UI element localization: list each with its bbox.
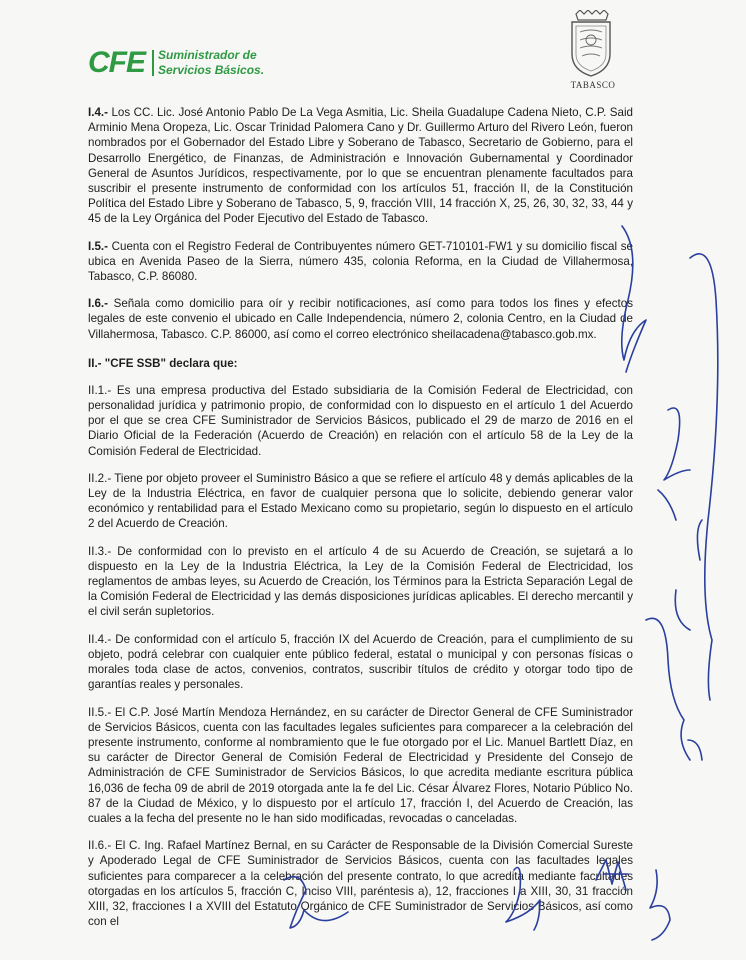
tabasco-coat-of-arms-icon [566,10,616,78]
cfe-logo-divider [152,50,154,76]
declaration-ii4: II.4.- De conformidad con el artículo 5, fracción IX del Acuerdo de Creación, para el cumplimiento de su objeto, podrá celebrar con cualquier ente público federal, estatal o municipal y con personas físicas o morales toda clase de actos, convenios, contratos, suscribir títulos de crédito y otorgar todo tipo de garantías reales y personales. [88,632,633,692]
declaration-i5 [88,239,633,285]
document-body [88,105,633,929]
signature-margin-long-icon [690,254,718,700]
declaration-i6-text: Señala como domicilio para oír y recibir notificaciones, así como para todos los fines y efectos legales de este convenio el ubicado en Calle Independencia, número 2, colonia Centro, en la Ciudad de Villahermosa, Tabasco. C.P. 86000, así como el correo electrónico sheilacadena@tabasco.gob.mx. [88,297,633,341]
declaration-i4-text: Los CC. Lic. José Antonio Pablo De La Vega Asmitia, Lic. Sheila Guadalupe Cadena Nieto, C.P. Said Arminio Mena Oropeza, Lic. Oscar Trinidad Palomera Cano y Dr. Guillermo Arturo del Rivero León, fueron nombrados por el Gobernador del Estado Libre y Soberano de Tabasco, Secretario de Gobierno, para el Desarrollo Energético, de Finanzas, de Administración e Innovación Gubernamental y Coordinador General de Asuntos Jurídicos, respectivamente, por lo que se encuentran plenamente facultados para suscribir el presente instrumento de conformidad con los artículos 51, fracción II, de la Constitución Política del Estado Libre y Soberano de Tabasco, 5, 9, fracción VIII, 14 fracción X, 25, 26, 30, 32, 33, 44 y 45 de la Ley Orgánica del Poder Ejecutivo del Estado de Tabasco. [88,106,633,226]
emblem-label: TABASCO [570,80,616,90]
declaration-i5-text: Cuenta con el Registro Federal de Contribuyentes número GET-710101-FW1 y su domicilio fiscal se ubica en Avenida Paseo de la Sierra, número 435, colonia Reforma, en la Ciudad de Villahermosa, Tabasco, C.P. 86080. [88,239,633,284]
signature-bottom-4-icon [650,870,670,940]
cfe-logo-line2: Servicios Básicos. [158,63,265,77]
cfe-logo-mark: CFE [88,46,145,79]
declaration-ii5: II.5.- El C.P. José Martín Mendoza Hernández, en su carácter de Director General de CFE Suministrador de Servicios Básicos, cuenta con las facultades legales suficientes para comparecer a la celebración del presente instrumento, conforme al nombramiento que le fue otorgado por el Lic. Manuel Bartlett Díaz, en su carácter de Director General de Comisión Federal de Electricidad y Presidente del Consejo de Administración de CFE Suministrador de Servicios Básicos, lo que acredita mediante escritura pública 16,036 de fecha 09 de abril de 2019 otorgada ante la fe del Lic. César Álvarez Flores, Notario Público No. 87 de la Ciudad de México, y lo dispuesto por el artículo 17, fracción I, del Acuerdo de Creación, las cuales a la fecha del presente no le han sido modificadas, revocadas o canceladas. [88,705,633,825]
declaration-ii3: II.3.- De conformidad con lo previsto en el artículo 4 de su Acuerdo de Creación, se sujetará a lo dispuesto en la Ley de la Industria Eléctrica, la Ley de la Comisión Federal de Electricidad, los reglamentos de ambas leyes, su Acuerdo de Creación, los Términos para la Estricta Separación Legal de la Comisión Federal de Electricidad y las demás disposiciones jurídicas aplicables. El derecho mercantil y el civil serán supletorios. [88,544,633,619]
tabasco-emblem [566,10,616,94]
declaration-i4-number: I.4.- [88,106,108,119]
declaration-ii6: II.6.- El C. Ing. Rafael Martínez Bernal, en su Carácter de Responsable de la División Comercial Sureste y Apoderado Legal de CFE Suministrador de Servicios Básicos, cuenta con las facultades legales suficientes para comparecer a la celebración del presente contrato, lo que acredita mediante facultades otorgadas en los artículos 5, fracción C, Inciso VIII, paréntesis a), 12, fracciones I a XIII, 30, 31 fracción XIII, 32, fracciones I a XVIII del Estatuto Orgánico de CFE Suministrador de Servicios Básicos, así como con el [88,839,633,929]
signature-margin-mid-icon [658,408,690,520]
declaration-i5-number: I.5.- [88,239,108,253]
declaration-i6-number: I.6.- [88,297,108,311]
signature-margin-lower-icon [646,590,702,760]
declaration-ii1: II.1.- Es una empresa productiva del Estado subsidiaria de la Comisión Federal de Electricidad, con personalidad jurídica y patrimonio propio, de conformidad con lo dispuesto en el artículo 1 del Acuerdo por el que se crea CFE Suministrador de Servicios Básicos, publicado el 29 de marzo de 2016 en el Diario Oficial de la Federación (Acuerdo de Creación) en relación con el artículo 58 de la Ley de la Comisión Federal de Electricidad. [88,383,633,458]
cfe-logo-line1: Suministrador de [158,48,257,62]
cfe-logo-subtitle [158,48,264,78]
section-ii-heading: II.- "CFE SSB" declara que: [88,356,238,370]
declaration-i6 [88,296,633,342]
cfe-logo [88,44,268,84]
declaration-i4 [88,105,633,227]
declaration-ii2: II.2.- Tiene por objeto proveer el Suministro Básico a que se refiere el artículo 48 y demás aplicables de la Ley de la Industria Eléctrica, en favor de cualquier persona que lo solicite, debiendo generar valor económico y rentabilidad para el Estado Mexicano como su propietario, según lo dispuesto en el artículo 2 del Acuerdo de Creación. [88,471,633,531]
